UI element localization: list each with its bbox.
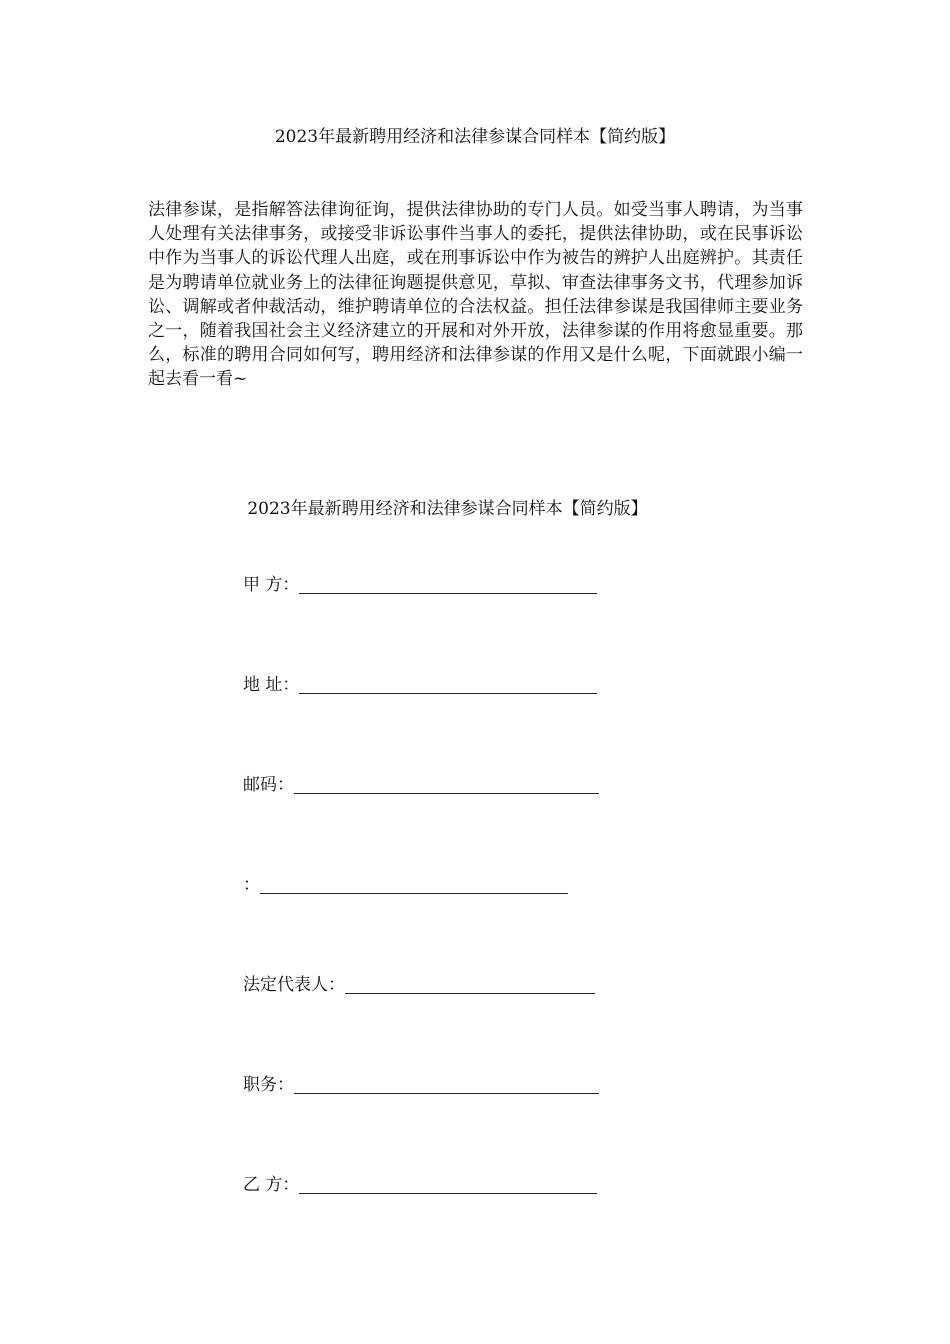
address-field xyxy=(243,674,597,696)
unlabeled-field xyxy=(243,874,568,896)
postcode-blank xyxy=(294,779,599,794)
party-a-field xyxy=(243,574,597,596)
unlabeled-blank xyxy=(260,879,568,894)
party-a-label: 甲 方： xyxy=(243,575,300,595)
postcode-field xyxy=(243,774,599,796)
intro-paragraph: 法律参谋，是指解答法律询征询，提供法律协助的专门人员。如受当事人聘请，为当事人处理有关法律事务，或接受非诉讼事件当事人的委托，提供法律协助，或在民事诉讼中作为当事人的诉讼代理人出庭，或在刑事诉讼中作为被告的辨护人出庭辨护。其责任是为聘请单位就业务上的法律征询题提供意见，草拟、审查法律事务文书，代理参加诉讼、调解或者仲裁活动，维护聘请单位的合法权益。担任法律参谋是我国律师主要业务之一，随着我国社会主义经济建立的开展和对外开放，法律参谋的作用将愈显重要。那么，标准的聘用合同如何写，聘用经济和法律参谋的作用又是什么呢，下面就跟小编一起去看一看~ xyxy=(148,200,803,390)
party-b-label: 乙 方： xyxy=(243,1175,300,1195)
postcode-label: 邮码： xyxy=(243,775,294,795)
address-label: 地 址： xyxy=(243,675,300,695)
legal-representative-blank xyxy=(345,979,595,994)
contract-title: 2023年最新聘用经济和法律参谋合同样本【简约版】 xyxy=(247,499,648,519)
party-a-blank xyxy=(299,579,597,594)
position-label: 职务： xyxy=(243,1075,294,1095)
position-field xyxy=(243,1074,599,1096)
legal-representative-label: 法定代表人： xyxy=(243,975,345,995)
document-title: 2023年最新聘用经济和法律参谋合同样本【简约版】 xyxy=(274,127,676,147)
legal-representative-field xyxy=(243,974,595,996)
unlabeled-label: ： xyxy=(243,875,260,895)
address-blank xyxy=(299,679,597,694)
position-blank xyxy=(294,1079,599,1094)
party-b-blank xyxy=(299,1179,597,1194)
party-b-field xyxy=(243,1174,597,1196)
